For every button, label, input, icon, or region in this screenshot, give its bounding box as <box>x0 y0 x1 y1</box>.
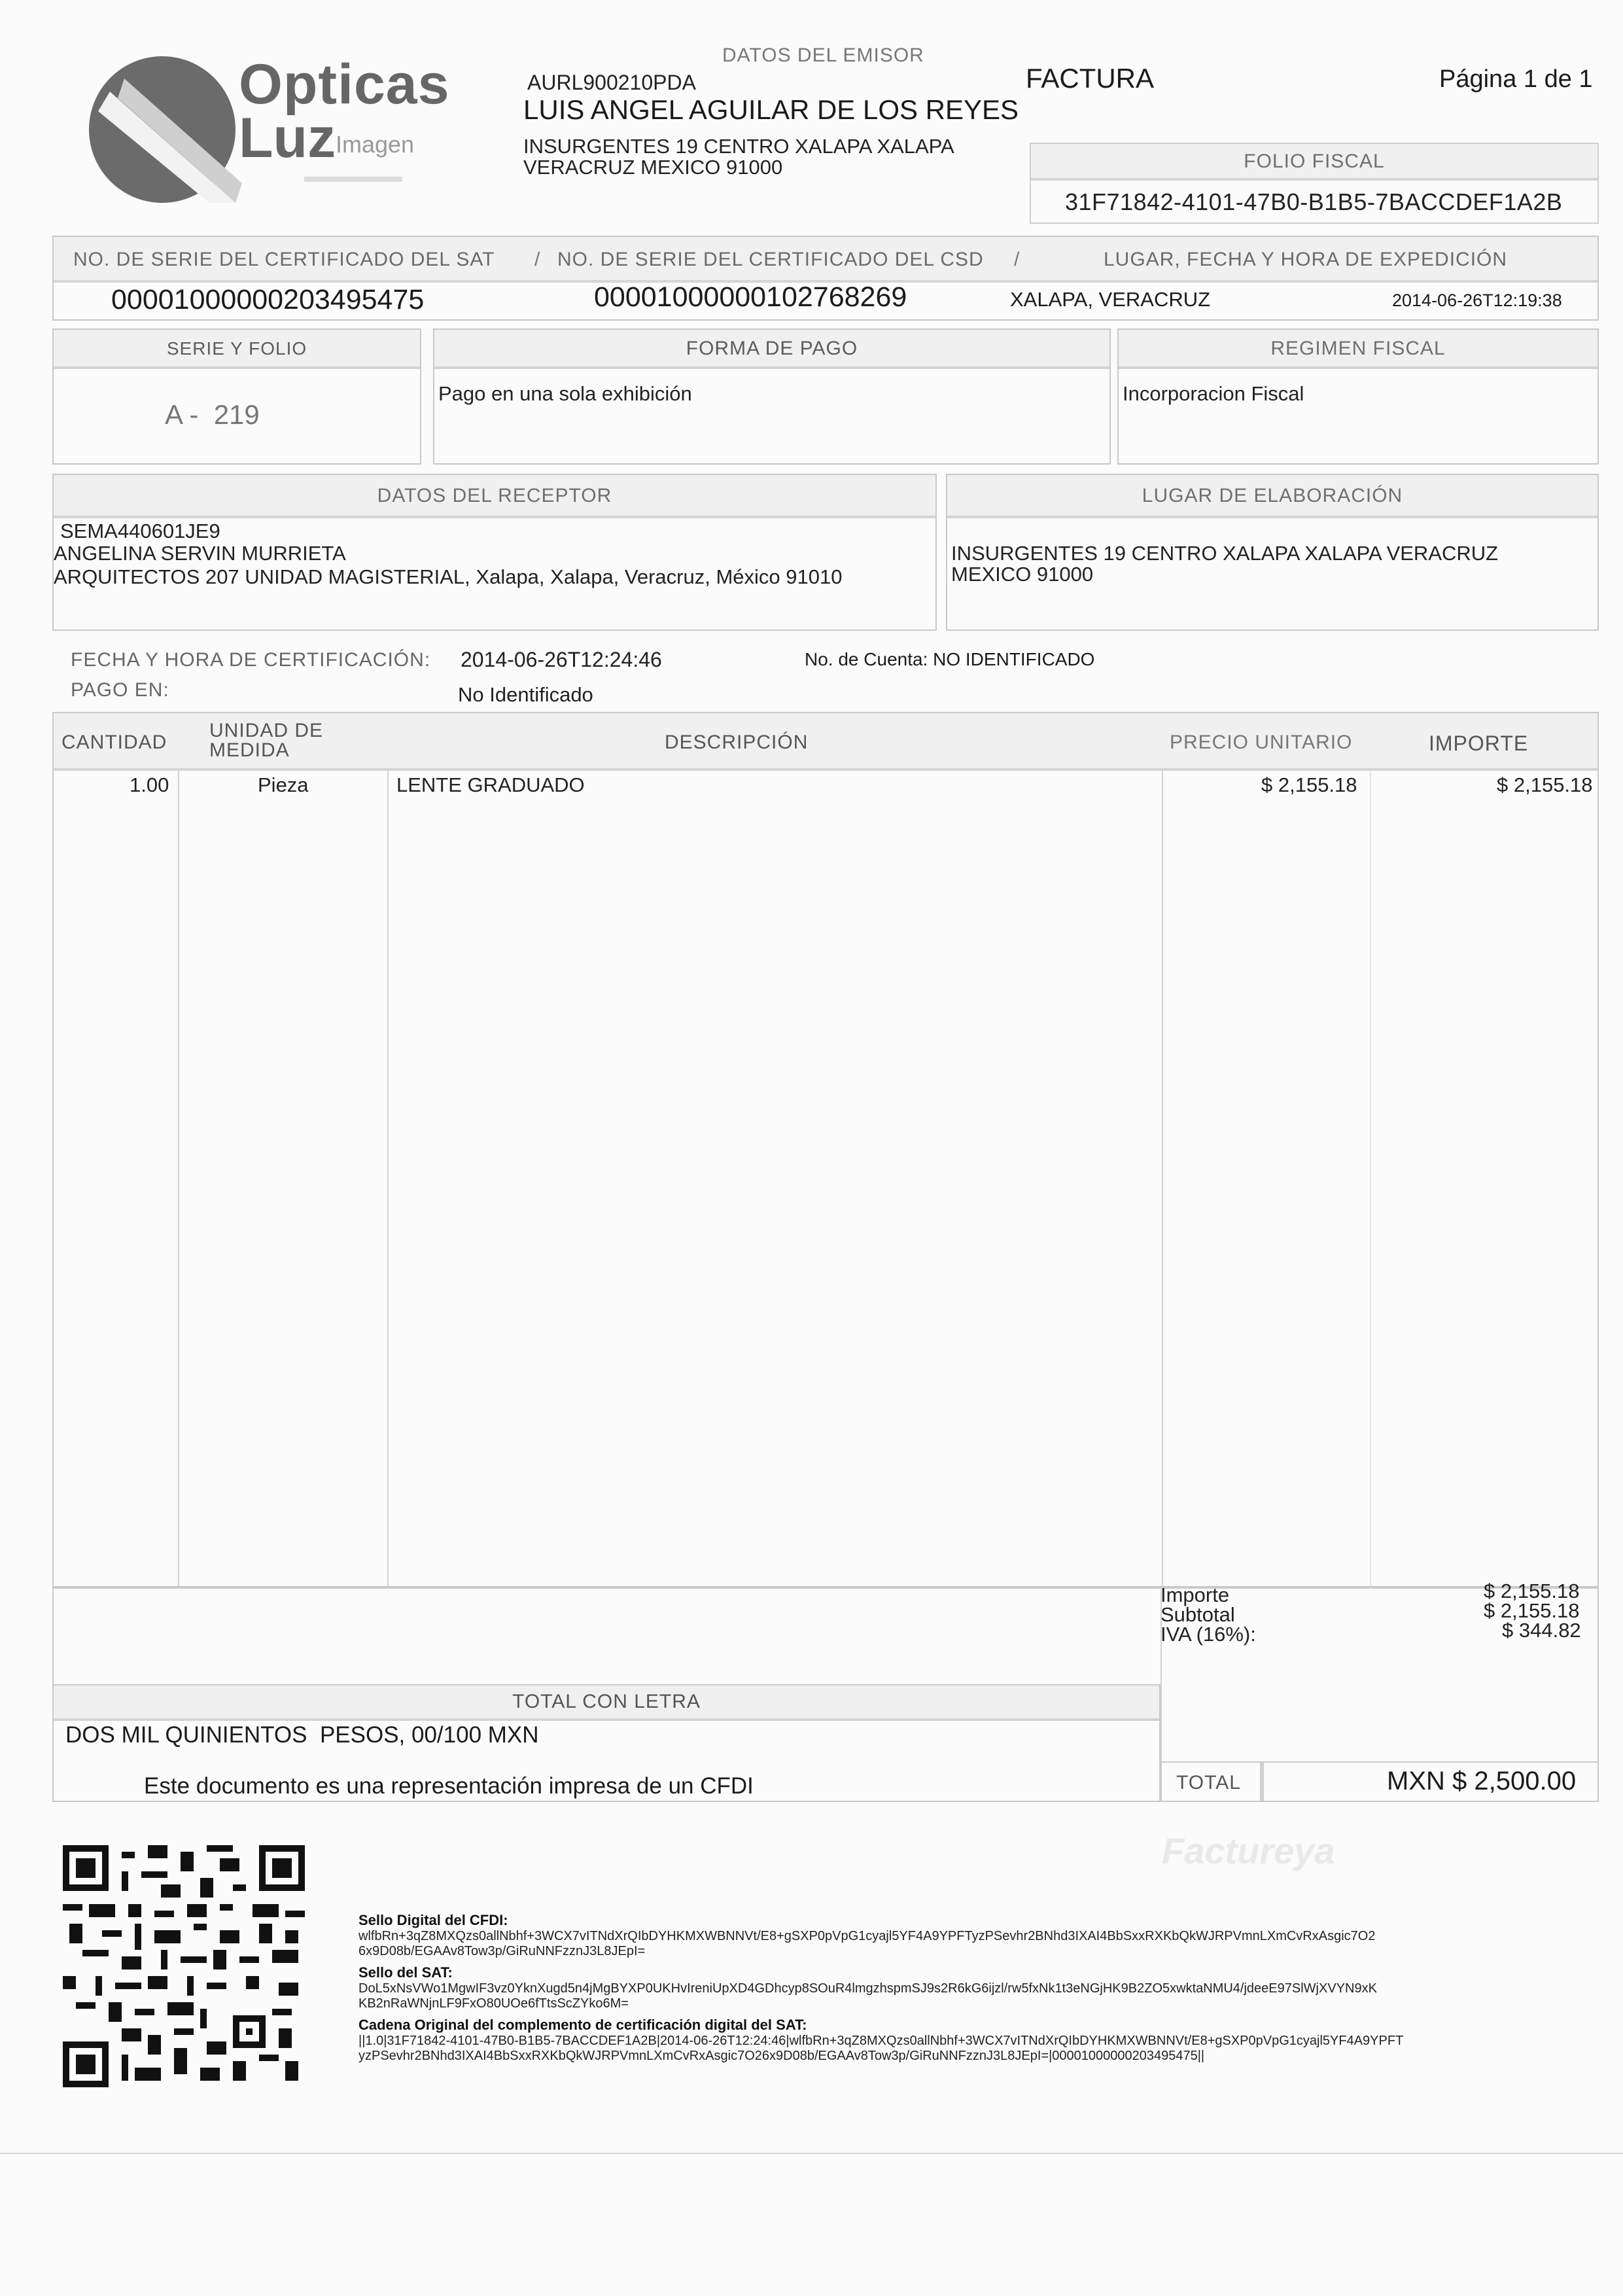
total-label: TOTAL <box>1176 1772 1241 1793</box>
col-unidad-header-1: UNIDAD DE <box>209 720 324 741</box>
serie-folio-box <box>52 328 421 465</box>
subtotal-value: $ 2,155.18 <box>1484 1599 1580 1622</box>
certificate-row <box>52 236 1599 321</box>
forma-pago-value: Pago en una sola exhibición <box>438 382 692 405</box>
factureya-watermark: Factureya <box>1162 1830 1335 1871</box>
total-letra-value: DOS MIL QUINIENTOS PESOS, 00/100 MXN <box>65 1722 539 1748</box>
lugar-expedicion-value: XALAPA, VERACRUZ <box>1010 288 1211 311</box>
receptor-address: ARQUITECTOS 207 UNIDAD MAGISTERIAL, Xalapa, Xalapa, Veracruz, México 91010 <box>54 565 843 588</box>
fecha-expedicion-value: 2014-06-26T12:19:38 <box>1392 291 1562 310</box>
importe-value: $ 2,155.18 <box>1484 1580 1580 1602</box>
folio-fiscal-box <box>1030 143 1599 224</box>
forma-pago-header: FORMA DE PAGO <box>434 330 1109 369</box>
total-letra-header: TOTAL CON LETRA <box>54 1686 1159 1721</box>
cert-separator-1: / <box>534 249 541 270</box>
company-logo <box>79 52 450 203</box>
col-divider-2 <box>387 771 389 1589</box>
certificacion-label: FECHA Y HORA DE CERTIFICACIÓN: <box>71 649 431 671</box>
sat-cert-value: 00001000000203495475 <box>111 284 425 315</box>
cert-separator-2: / <box>1014 249 1021 270</box>
row-precio: $ 2,155.18 <box>1261 773 1357 796</box>
page-bottom-rule <box>0 2153 1623 2154</box>
total-value: MXN $ 2,500.00 <box>1387 1767 1577 1795</box>
emisor-name: LUIS ANGEL AGUILAR DE LOS REYES <box>523 94 1019 125</box>
sat-cert-header: NO. DE SERIE DEL CERTIFICADO DEL SAT <box>73 249 495 270</box>
iva-value: $ 344.82 <box>1502 1619 1581 1642</box>
elaboracion-header: LUGAR DE ELABORACIÓN <box>947 475 1597 518</box>
col-divider-1 <box>178 771 179 1589</box>
csd-cert-value: 00001000000102768269 <box>594 281 907 313</box>
elaboracion-line-2: MEXICO 91000 <box>951 563 1094 586</box>
cadena-original-line-1: ||1.0|31F71842-4101-47B0-B1B5-7BACCDEF1A2B|2014-06-26T12:24:46|wlfbRn+3qZ8MXQzs0allNbhf+3WCX7vITNdXrQIbDYHKMXWBNNVt/E8+gSXP0pVpG1cyajl5YF4A9YPFT <box>358 2034 1404 2048</box>
items-table <box>52 712 1599 1589</box>
col-precio-header: PRECIO UNITARIO <box>1170 732 1353 753</box>
sello-sat-title: Sello del SAT: <box>358 1964 453 1981</box>
sello-sat-line-2: KB2nRaWNjnLF9FxO80UOe6fTtsScZYko6M= <box>358 1996 629 2011</box>
subtotal-label: Subtotal <box>1161 1603 1235 1626</box>
elaboracion-line-1: INSURGENTES 19 CENTRO XALAPA XALAPA VERACRUZ <box>951 542 1499 565</box>
total-letra-box <box>52 1684 1161 1802</box>
regimen-fiscal-box <box>1117 328 1599 465</box>
total-label-divider <box>1260 1763 1264 1801</box>
emisor-address-1: INSURGENTES 19 CENTRO XALAPA XALAPA <box>523 135 954 158</box>
sellos-section <box>358 1912 1588 2064</box>
emisor-header: DATOS DEL EMISOR <box>722 44 924 66</box>
receptor-rfc: SEMA440601JE9 <box>60 520 220 542</box>
row-descripcion: LENTE GRADUADO <box>396 773 585 796</box>
receptor-name: ANGELINA SERVIN MURRIETA <box>54 542 346 565</box>
row-cantidad: 1.00 <box>130 773 169 796</box>
row-unidad: Pieza <box>258 773 309 796</box>
logo-text-imagen: Imagen <box>336 131 415 158</box>
serie-folio-header: SERIE Y FOLIO <box>54 330 420 369</box>
logo-emblem-icon <box>79 52 249 203</box>
elaboracion-box <box>946 474 1599 631</box>
forma-pago-box <box>433 328 1111 465</box>
sello-cfdi-line-1: wlfbRn+3qZ8MXQzs0allNbhf+3WCX7vITNdXrQIbDYHKMXWBNNVt/E8+gSXP0pVpG1cyajl5YF4A9YPFTyzPSevhr2BNhd3IXAI4BbSxxRXKbQkWJRPVmnLXmCvRxAsgic7O2 <box>358 1929 1376 1943</box>
numero-cuenta: No. de Cuenta: NO IDENTIFICADO <box>805 649 1095 669</box>
emisor-address-2: VERACRUZ MEXICO 91000 <box>523 156 783 179</box>
folio-fiscal-header: FOLIO FISCAL <box>1031 144 1597 181</box>
importe-label: Importe <box>1161 1583 1230 1606</box>
cfdi-note: Este documento es una representación impresa de un CFDI <box>144 1773 754 1799</box>
row-importe: $ 2,155.18 <box>1497 773 1593 796</box>
cadena-original-line-2: yzPSevhr2BNhd3IXAI4BbSxxRXKbQkWJRPVmnLXmCvRxAsgic7O26x9D08b/EGAAv8Tow3p/GiRuNNFzznJ3L8JEpI=|00001000000203495475|| <box>358 2049 1205 2063</box>
sello-sat-line-1: DoL5xNsVWo1MgwIF3vz0YknXugd5n4jMgBYXP0UKHvIreniUpXD4GDhcyp8SOuR4lmgzhspmSJ9s2R6kG6ijzl/rw5fxNk1t3eNGjHK9B2ZO5xwktaNMU4/jdeeE97SlWjXVYN9xK <box>358 1981 1377 1996</box>
total-box <box>1161 1761 1599 1802</box>
folio-fiscal-value: 31F71842-4101-47B0-B1B5-7BACCDEF1A2B <box>1065 188 1563 215</box>
document-type: FACTURA <box>1026 63 1155 94</box>
sello-cfdi-title: Sello Digital del CFDI: <box>358 1912 508 1928</box>
csd-cert-header: NO. DE SERIE DEL CERTIFICADO DEL CSD <box>557 249 984 270</box>
logo-text-opticas: Opticas <box>239 53 450 116</box>
regimen-fiscal-value: Incorporacion Fiscal <box>1123 382 1304 405</box>
receptor-header: DATOS DEL RECEPTOR <box>54 475 935 518</box>
page-number: Página 1 de 1 <box>1439 65 1593 93</box>
col-divider-4 <box>1370 771 1371 1589</box>
receptor-box <box>52 474 937 631</box>
pago-en-value: No Identificado <box>458 683 593 706</box>
col-divider-3 <box>1162 771 1163 1589</box>
col-descripcion-header: DESCRIPCIÓN <box>665 732 809 753</box>
regimen-fiscal-header: REGIMEN FISCAL <box>1119 330 1597 369</box>
lugar-expedicion-header: LUGAR, FECHA Y HORA DE EXPEDICIÓN <box>1104 249 1508 270</box>
col-importe-header: IMPORTE <box>1429 732 1529 755</box>
logo-underline <box>304 177 402 182</box>
serie-folio-value: A - 219 <box>165 399 260 430</box>
sello-cfdi-line-2: 6x9D08b/EGAAv8Tow3p/GiRuNNFzznJ3L8JEpI= <box>358 1944 646 1958</box>
certificacion-value: 2014-06-26T12:24:46 <box>461 648 662 671</box>
logo-text-luz: Luz <box>239 107 336 169</box>
pago-en-label: PAGO EN: <box>71 679 169 701</box>
qr-code-icon <box>63 1845 305 2087</box>
emisor-rfc: AURL900210PDA <box>527 71 696 94</box>
col-cantidad-header: CANTIDAD <box>61 732 167 753</box>
cadena-original-title: Cadena Original del complemento de certificación digital del SAT: <box>358 2017 807 2033</box>
col-unidad-header-2: MEDIDA <box>209 739 290 761</box>
iva-label: IVA (16%): <box>1161 1623 1256 1646</box>
